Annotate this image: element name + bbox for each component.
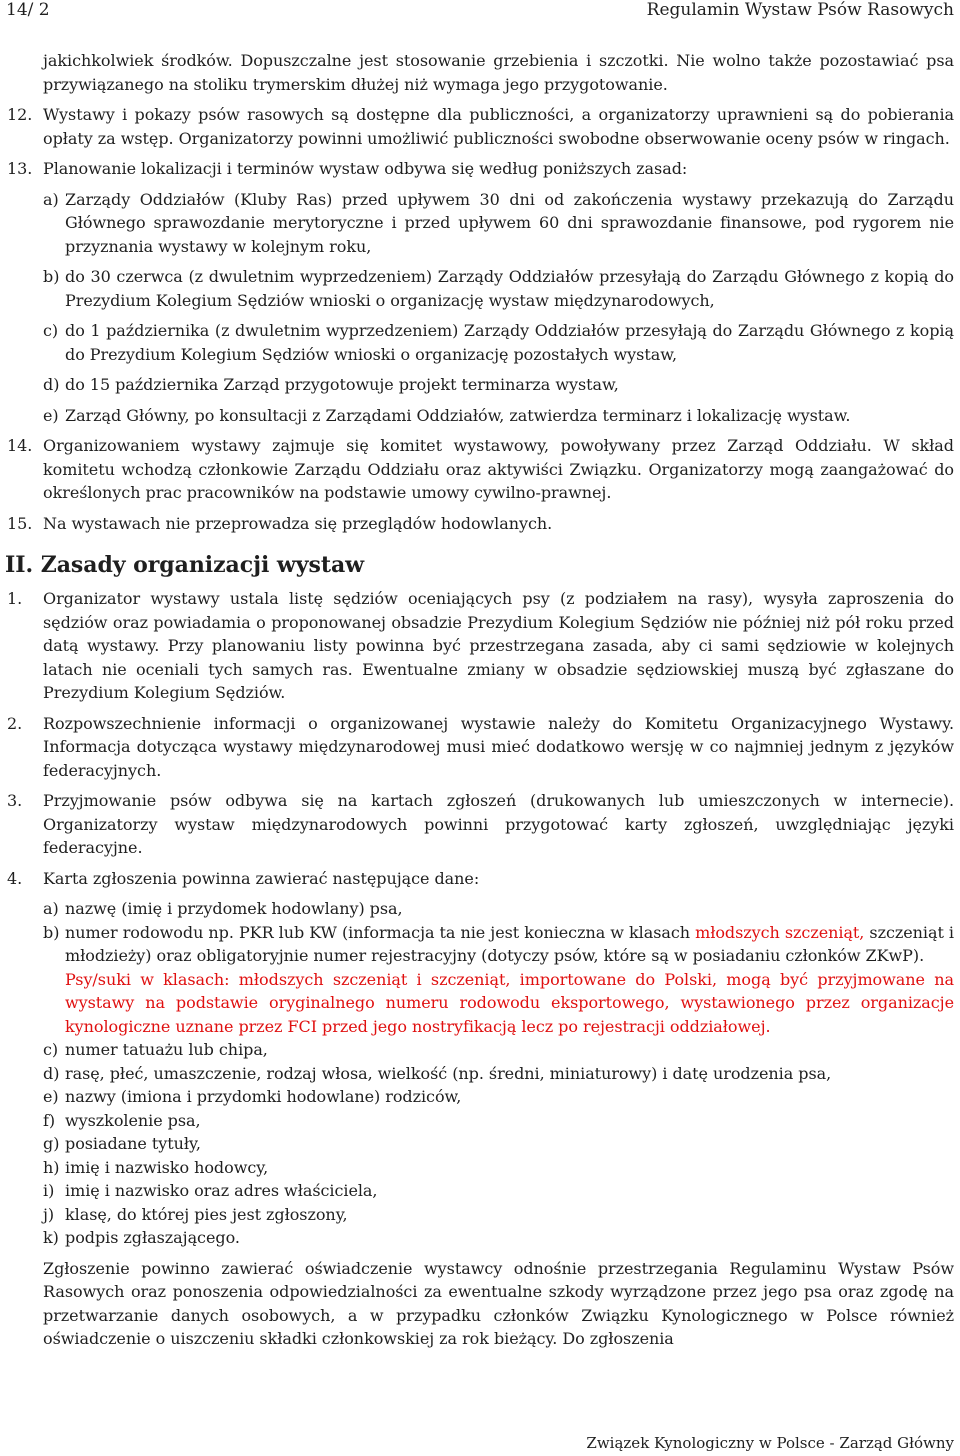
sub-label: b) [43,922,60,942]
sub-text: nazwy (imiona i przydomki hodowlane) rodziców, [65,1087,462,1106]
sub-text: numer tatuażu lub chipa, [65,1040,268,1059]
sub-text: Zarząd Główny, po konsultacji z Zarządami Oddziałów, zatwierdza terminarz i lokalizację wystaw. [65,405,851,425]
item-text: Rozpowszechnienie informacji o organizowanej wystawie należy do Komitetu Organizacyjnego Wystawy. Informacja dotycząca wystawy międzynarodowej musi mieć dodatkowo wersję w co najmniej jednym z języków federacyjnych. [43,713,954,780]
item-number: 1. [7,589,23,608]
sub-text: rasę, płeć, umaszczenie, rodzaj włosa, wielkość (np. średni, miniaturowy) i datę urodzenia psa, [65,1063,832,1083]
form-field-a [43,897,954,921]
red-note: Psy/suki w klasach: młodszych szczeniąt i szczeniąt, importowane do Polski, mogą być przyjmowane na wystawy na podstawie oryginalnego numeru rodowodu eksportowego, wystawionego przez organizacje kynologiczne uznane przez FCI przed jego nostryfikacją lecz po rejestracji oddziałowej. [65,969,954,1036]
sub-label: a) [43,189,59,209]
sub-text-part2: szczeniąt i młodzieży) oraz obligatoryjnie numer rejestracyjny (dotyczy psów, które są w posiadaniu członków ZKwP). [65,922,954,965]
item-text: Karta zgłoszenia powinna zawierać następujące dane: [43,868,480,888]
item-text: Organizowaniem wystawy zajmuje się komitet wystawowy, powoływany przez Zarząd Oddziału. W skład komitetu wchodzą członkowie Zarządu Oddziału oraz aktywiści Związku. Organizatorzy mogą zaangażować do określonych prac pracowników na podstawie umowy cywilno-prawnej. [43,436,954,502]
sub-item-c [43,319,954,366]
sub-label: j) [43,1204,55,1224]
item-text: Na wystawach nie przeprowadza się przeglądów hodowlanych. [43,513,553,533]
sub-text: podpis zgłaszającego. [65,1228,240,1247]
sub-item-d [43,373,954,397]
form-field-i [43,1179,954,1203]
sub-label: e) [43,405,59,425]
sub-label: d) [43,375,60,394]
item-text: Organizator wystawy ustala listę sędziów oceniających psy (z podziałem na rasy), wysyła zaproszenia do sędziów oraz powiadamia o proponowanej obsadzie Prezydium Kolegium Sędziów nie później niż pół roku przed datą wystawy. Przy planowaniu listy powinna być przestrzegana zasada, aby ci sami sędziowie w kolejnych latach nie oceniali tych samych ras. Ewentualne zmiany w obsadzie sędziowskiej muszą być zgłaszane do Prezydium Kolegium Sędziów. [43,589,954,702]
section-item-2 [7,712,954,783]
form-field-h [43,1156,954,1180]
sub-label: b) [43,267,60,286]
intro-paragraph: jakichkolwiek środków. Dopuszczalne jest stosowanie grzebienia i szczotki. Nie wolno także pozostawiać psa przywiązanego na stoliku trymerskim dłużej niż wymaga jego przygotowanie. [43,51,954,94]
sub-item-e [43,404,954,428]
list-item-15 [7,512,954,536]
sub-label: c) [43,321,59,340]
sub-text: do 30 czerwca (z dwuletnim wyprzedzeniem) Zarządy Oddziałów przesyłają do Zarządu Głównego z kopią do Prezydium Kolegium Sędziów wnioski o organizację wystaw międzynarodowych, [65,267,954,310]
sub-text-part1: numer rodowodu np. PKR lub KW (informacja ta nie jest konieczna w klasach [65,922,696,942]
sub-text: wyszkolenie psa, [65,1110,201,1130]
section-heading: II. Zasady organizacji wystaw [5,552,365,578]
document-title: Regulamin Wystaw Psów Rasowych [646,0,954,20]
item-number: 15. [7,513,33,533]
form-field-k [43,1226,954,1250]
sub-text: Zarządy Oddziałów (Kluby Ras) przed upływem 30 dni od zakończenia wystawy przekazują do Zarządu Głównego sprawozdanie merytoryczne i przed upływem 60 dni sprawozdanie finansowe, pod rygorem nie przyznania wystawy w kolejnym roku, [65,189,954,256]
page-header [0,0,960,22]
form-field-e [43,1085,954,1109]
form-field-d [43,1062,954,1086]
section-item-4 [7,867,954,1250]
section-item-1 [7,587,954,705]
list-item-14 [7,434,954,505]
sub-label: d) [43,1063,60,1083]
sub-label: h) [43,1157,60,1177]
sub-label: g) [43,1134,60,1153]
item-number: 3. [7,791,23,810]
form-field-j [43,1203,954,1227]
item-number: 2. [7,713,23,733]
sub-label: f) [43,1110,56,1130]
sub-item-a [43,188,954,259]
form-field-f [43,1109,954,1133]
item-number: 14. [7,436,33,455]
sub-label: k) [43,1228,59,1247]
sub-text: posiadane tytuły, [65,1134,201,1153]
form-field-g [43,1132,954,1156]
item-number: 12. [7,105,33,124]
sub-label: e) [43,1087,59,1106]
page-number: 14/ 2 [6,0,50,20]
section-item-3 [7,789,954,860]
sub-text: nazwę (imię i przydomek hodowlany) psa, [65,899,403,918]
form-field-b [43,921,954,1039]
list-item-13 [7,157,954,427]
form-field-c [43,1038,954,1062]
list-item-12 [7,103,954,150]
sub-item-b [43,265,954,312]
item-text: Przyjmowanie psów odbywa się na kartach zgłoszeń (drukowanych lub umieszczonych w internecie). Organizatorzy wystaw międzynarodowych powinni przygotować karty zgłoszeń, uwzględniając języki federacyjne. [43,791,954,857]
sub-label: i) [43,1181,55,1200]
page-content [5,49,954,1351]
item-text: Planowanie lokalizacji i terminów wystaw odbywa się według poniższych zasad: [43,159,688,178]
sub-text: do 1 października (z dwuletnim wyprzedzeniem) Zarządy Oddziałów przesyłają do Zarządu Głównego z kopią do Prezydium Kolegium Sędziów wnioski o organizację pozostałych wystaw, [65,321,954,364]
page-footer: Związek Kynologiczny w Polsce - Zarząd Główny [586,1434,954,1452]
sub-text: klasę, do której pies jest zgłoszony, [65,1204,348,1224]
closing-paragraph: Zgłoszenie powinno zawierać oświadczenie wystawcy odnośnie przestrzegania Regulaminu Wystaw Psów Rasowych oraz ponoszenia odpowiedzialności za ewentualne szkody wyrządzone przez jego psa oraz zgodę na przetwarzanie danych osobowych, a w przypadku członków Związku Kynologicznego w Polsce również oświadczenie o uiszczeniu składki członkowskiej za rok bieżący. Do zgłoszenia [43,1258,954,1348]
sub-text: imię i nazwisko hodowcy, [65,1157,269,1177]
item-number: 4. [7,868,23,888]
item-text: Wystawy i pokazy psów rasowych są dostępne dla publiczności, a organizatorzy uprawnieni są do pobierania opłaty za wstęp. Organizatorzy powinni umożliwić publiczności swobodne obserwowanie oceny psów w ringach. [43,105,954,148]
sub-label: c) [43,1040,59,1059]
sub-label: a) [43,899,59,918]
item-number: 13. [7,159,33,178]
sub-text: do 15 października Zarząd przygotowuje projekt terminarza wystaw, [65,375,619,394]
sub-text: imię i nazwisko oraz adres właściciela, [65,1181,378,1200]
sub-text-red: młodszych szczeniąt, [695,922,865,942]
